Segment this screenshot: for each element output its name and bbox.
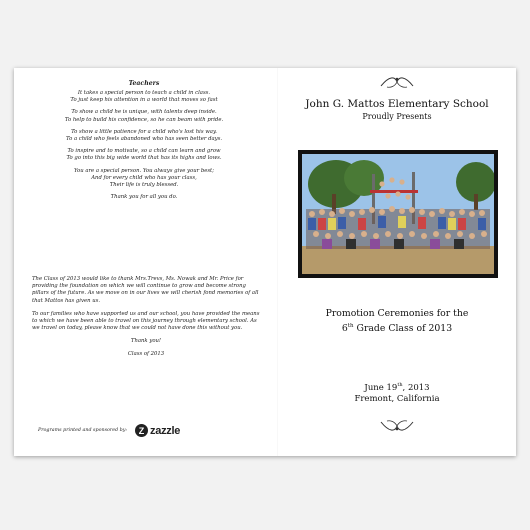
poem-line: To a child who feels abandoned who has seen better days. xyxy=(65,136,223,143)
poem-line: To show a little patience for a child who's lost his way. xyxy=(71,128,217,135)
poem-line: To just keep his attention in a world that moves so fast xyxy=(70,97,218,104)
poem-stanza xyxy=(26,148,262,162)
event-date xyxy=(278,380,516,394)
closing-lines xyxy=(32,338,260,357)
poem-line: It takes a special person to teach a child in class. xyxy=(77,90,211,96)
zazzle-wordmark: zazzle xyxy=(150,424,181,437)
poem-title: Teachers xyxy=(128,80,160,87)
program-sheet xyxy=(14,68,516,456)
poem-stanza xyxy=(26,168,262,190)
poem-line: To go into this big wide world that has its highs and lows. xyxy=(66,155,222,162)
teachers-poem xyxy=(26,80,262,206)
ceremony-line-2 xyxy=(278,320,516,335)
ceremony-line-1: Promotion Ceremonies for the xyxy=(325,308,469,319)
class-photo xyxy=(302,154,494,274)
class-photo-frame xyxy=(298,150,498,278)
poem-line: Thank you for all you do. xyxy=(110,194,178,201)
proudly-presents: Proudly Presents xyxy=(362,112,432,121)
school-heading xyxy=(278,98,516,122)
sponsor-line xyxy=(38,424,180,437)
poem-line: To help to build his confidence, so he can beam with pride. xyxy=(64,116,224,123)
grade-number: 6 xyxy=(341,323,348,335)
poem-stanza xyxy=(26,90,262,104)
grade-suffix: th xyxy=(347,323,354,329)
poem-line: To inspire and to motivate, so a child can learn and grow xyxy=(67,148,221,155)
poem-line: Their life is truly blessed. xyxy=(109,182,179,189)
thanks-families-paragraph: To our families who have supported us and our school, you have provided the means to which we have been able to travel on this journey through elementary school. As we travel on today, please know that we could not have done this without you. xyxy=(32,310,260,332)
grade-rest: Grade Class of 2013 xyxy=(353,323,453,335)
sponsor-text: Programs printed and sponsored by: xyxy=(38,428,128,433)
poem-stanza xyxy=(26,129,262,143)
cover-panel xyxy=(278,68,516,456)
zazzle-logo xyxy=(135,424,180,437)
poem-line: To show a child he is unique, with talents deep inside. xyxy=(71,109,217,116)
thanks-teachers-paragraph: The Class of 2013 would like to thank Mrs.Trevs, Ms. Nowak and Mr. Price for providing the foundation on which we will continue to grow and become strong pillars of the future. As we move on in our lives we will cherish fond memories of all that Mattos has given us. xyxy=(32,276,259,304)
school-name: John G. Mattos Elementary School xyxy=(305,98,489,110)
poem-stanza xyxy=(26,109,262,123)
poem-line: You are a special person. You always give your best; xyxy=(74,167,214,174)
closing-thank-you: Thank you! xyxy=(130,338,162,345)
inside-panel xyxy=(14,68,276,456)
date-day: June 19 xyxy=(364,382,398,393)
event-location: Fremont, California xyxy=(354,393,440,404)
thank-you-section xyxy=(32,276,260,363)
event-date-location xyxy=(278,380,516,405)
zazzle-logo-icon: Z xyxy=(135,424,148,437)
closing-class: Class of 2013 xyxy=(127,350,165,357)
date-year: , 2013 xyxy=(402,382,430,393)
flourish-ornament-icon xyxy=(278,418,516,437)
poem-line: And for every child who has your class, xyxy=(91,174,197,181)
poem-stanza xyxy=(26,194,262,201)
flourish-ornament-icon xyxy=(278,74,516,93)
ceremony-title xyxy=(278,308,516,335)
date-suffix: th xyxy=(397,382,403,388)
